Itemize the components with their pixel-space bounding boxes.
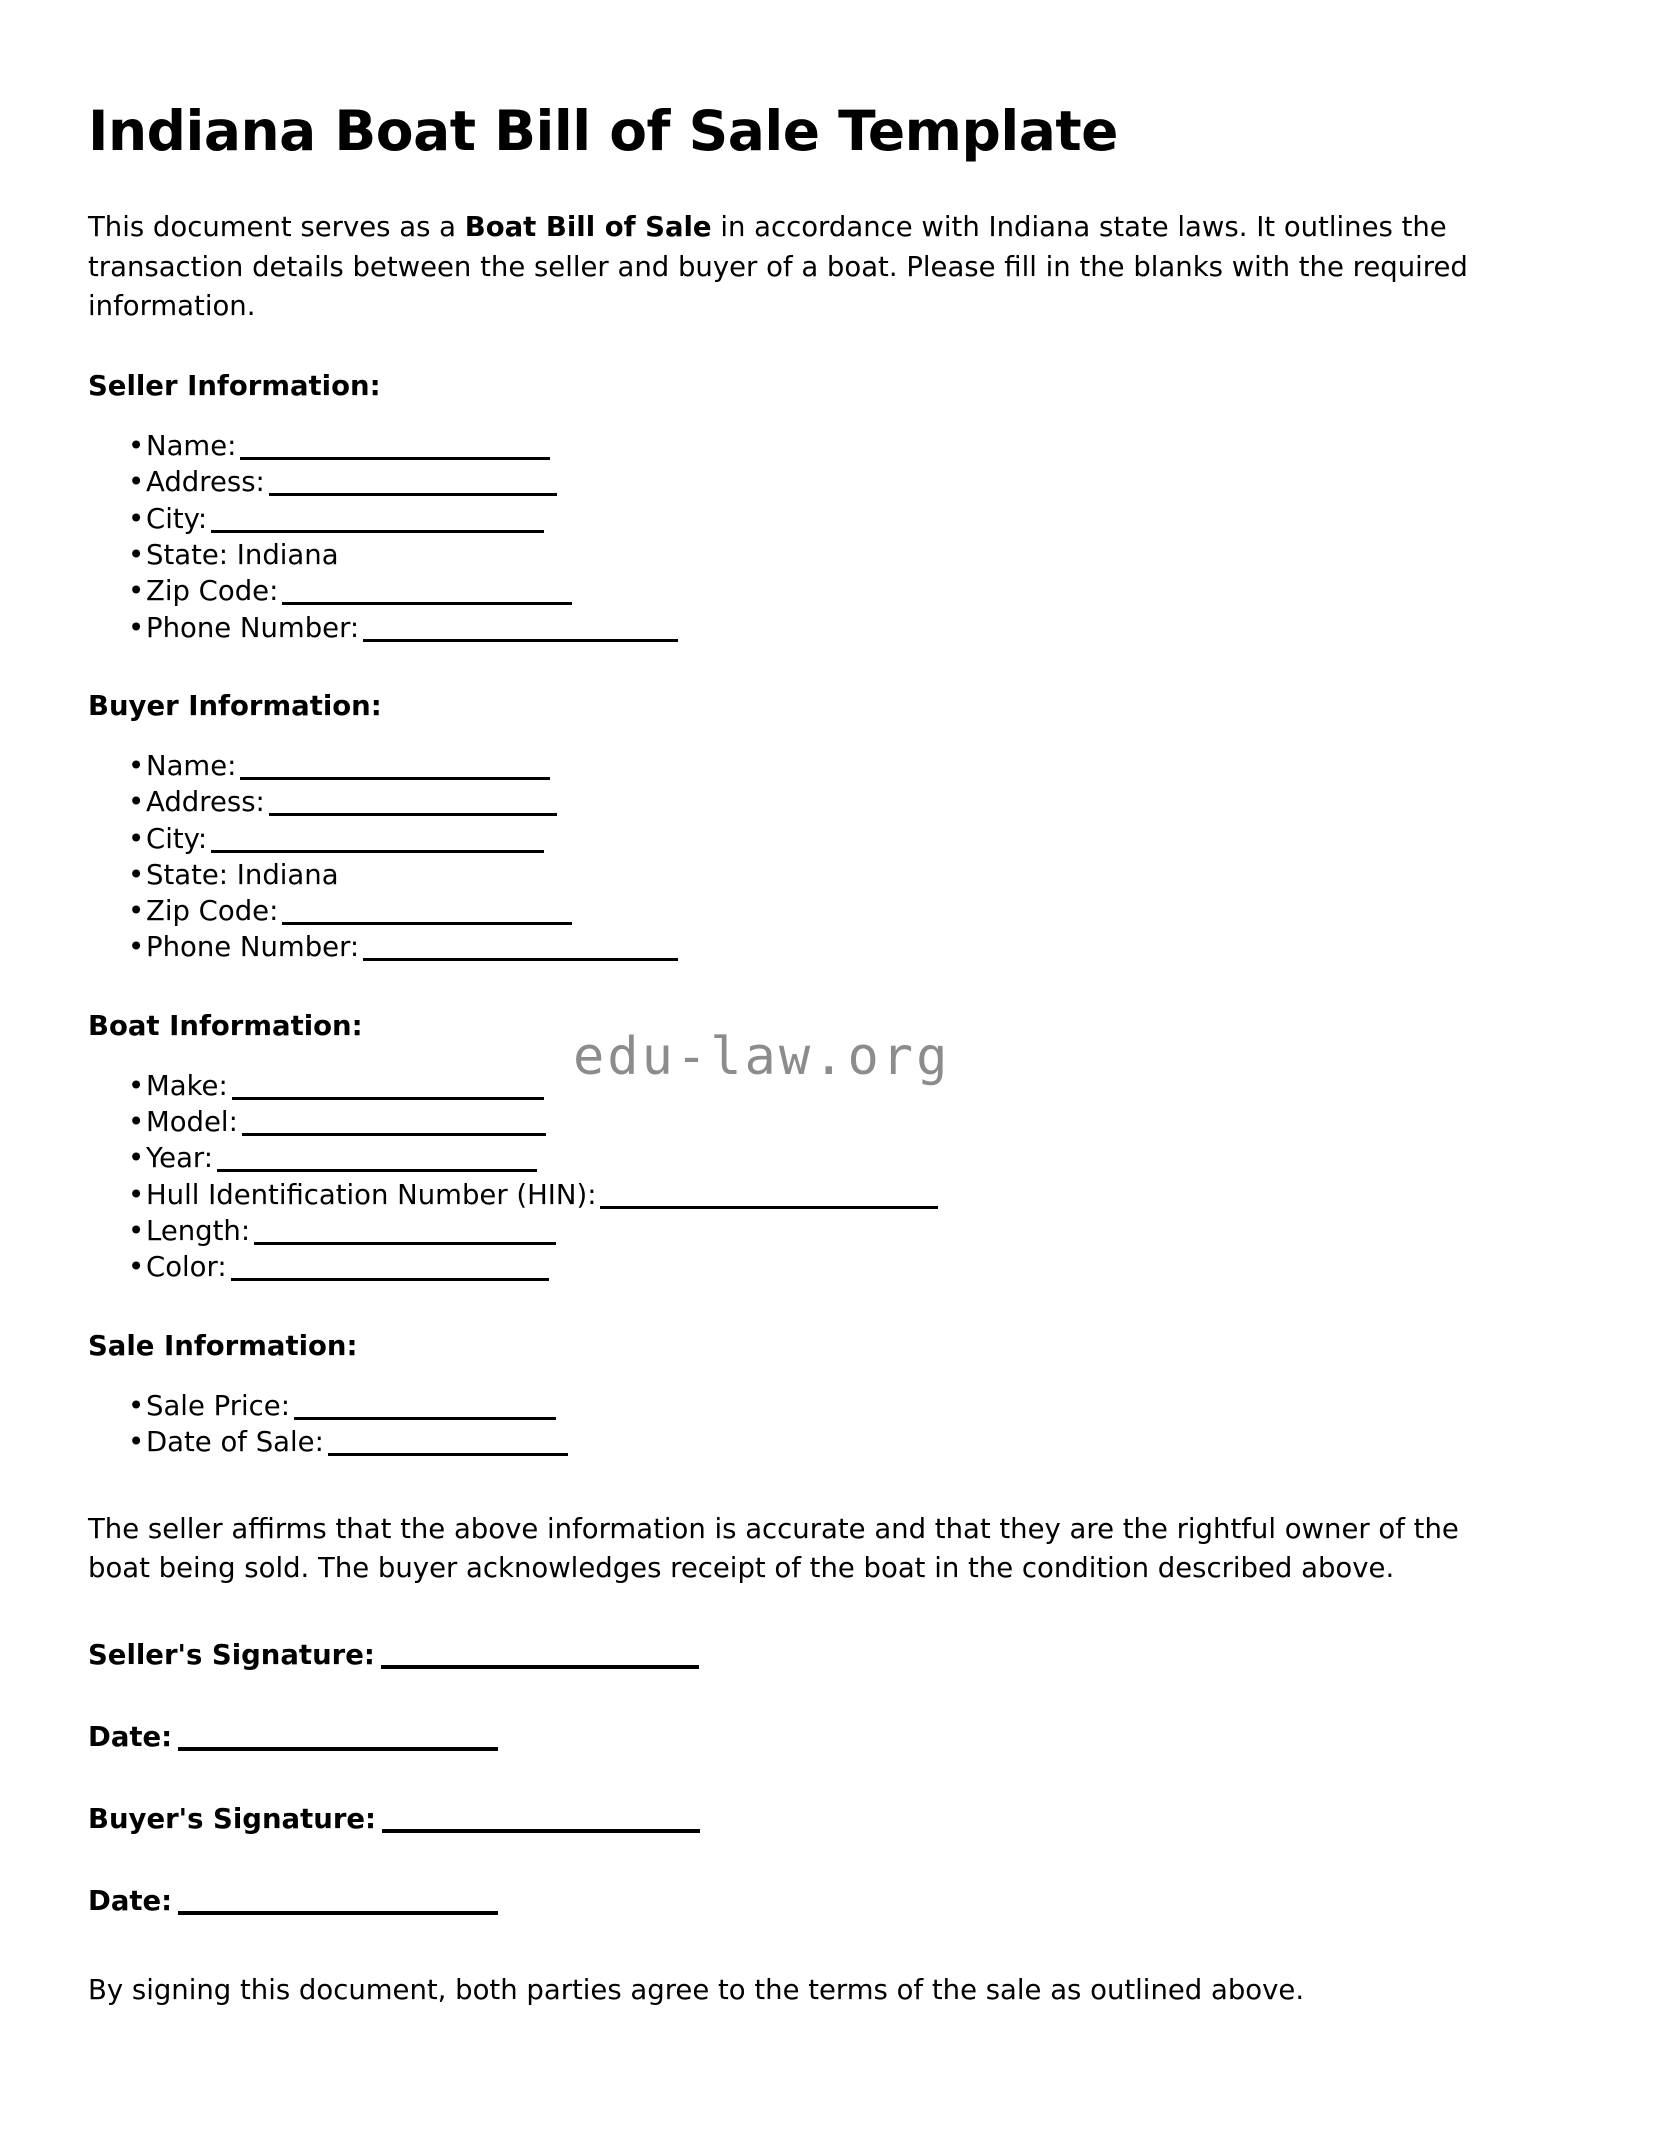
field-label: Model: bbox=[146, 1106, 238, 1139]
field-label-buyer-state: State: Indiana bbox=[146, 858, 339, 891]
list-item bbox=[88, 1249, 1498, 1285]
buyer-date-line bbox=[88, 1835, 1498, 1917]
fill-in-blank-seller-date[interactable] bbox=[178, 1729, 498, 1751]
bullet-icon: • bbox=[128, 858, 145, 891]
field-label-seller-state: State: Indiana bbox=[146, 539, 339, 572]
fill-in-blank-buyer-address[interactable] bbox=[269, 795, 557, 816]
list-item bbox=[88, 857, 1498, 893]
list-item bbox=[88, 821, 1498, 857]
bullet-icon: • bbox=[128, 430, 145, 463]
seller-field-list bbox=[88, 402, 1498, 646]
affirmation-paragraph: The seller affirms that the above information is accurate and that they are the rightful owner of the boat being sold. The buyer acknowledges receipt of the boat in the condition described above. bbox=[88, 1513, 1459, 1585]
buyer-field-list bbox=[88, 722, 1498, 966]
buyer-signature-label: Buyer's Signature: bbox=[88, 1802, 377, 1835]
document-content bbox=[88, 0, 1498, 2010]
fill-in-blank-boat-model[interactable] bbox=[242, 1115, 546, 1136]
intro-text-part2: in accordance with Indiana state laws. It outlines the transaction details between the seller and buyer of a boat. Please fill in the blanks with the required information. bbox=[88, 211, 1468, 322]
list-item bbox=[88, 893, 1498, 929]
bullet-icon: • bbox=[128, 1214, 145, 1247]
bullet-icon: • bbox=[128, 1389, 145, 1422]
field-label: City: bbox=[146, 502, 208, 535]
bullet-icon: • bbox=[128, 1106, 145, 1139]
field-label: Color: bbox=[146, 1251, 227, 1284]
field-label: Phone Number: bbox=[146, 611, 360, 644]
field-label: Sale Price: bbox=[146, 1389, 290, 1422]
fill-in-blank-buyer-phone[interactable] bbox=[363, 940, 678, 961]
list-item bbox=[88, 929, 1498, 965]
bullet-icon: • bbox=[128, 822, 145, 855]
bullet-icon: • bbox=[128, 1251, 145, 1284]
fill-in-blank-boat-year[interactable] bbox=[217, 1151, 537, 1172]
intro-paragraph bbox=[88, 163, 1488, 326]
field-label: Address: bbox=[146, 786, 265, 819]
bullet-icon: • bbox=[128, 895, 145, 928]
fill-in-blank-date-of-sale[interactable] bbox=[328, 1435, 568, 1456]
list-item bbox=[88, 464, 1498, 500]
list-item bbox=[88, 1068, 1498, 1104]
list-item bbox=[88, 501, 1498, 537]
list-item bbox=[88, 573, 1498, 609]
list-item bbox=[88, 1424, 1498, 1460]
field-label: Name: bbox=[146, 430, 237, 463]
bullet-icon: • bbox=[128, 502, 145, 535]
bullet-icon: • bbox=[128, 749, 145, 782]
list-item bbox=[88, 784, 1498, 820]
fill-in-blank-boat-color[interactable] bbox=[231, 1260, 549, 1281]
bullet-icon: • bbox=[128, 1069, 145, 1102]
fill-in-blank-seller-address[interactable] bbox=[269, 475, 557, 496]
list-item bbox=[88, 537, 1498, 573]
buyer-signature-line bbox=[88, 1753, 1498, 1835]
fill-in-blank-buyer-city[interactable] bbox=[211, 832, 544, 853]
bullet-icon: • bbox=[128, 786, 145, 819]
field-label: Year: bbox=[146, 1142, 214, 1175]
sale-field-list bbox=[88, 1362, 1498, 1461]
closing-paragraph: By signing this document, both parties agree to the terms of the sale as outlined above. bbox=[88, 1973, 1305, 2006]
section-heading-seller: Seller Information: bbox=[88, 370, 381, 403]
field-label: Make: bbox=[146, 1069, 228, 1102]
seller-date-line bbox=[88, 1671, 1498, 1753]
bullet-icon: • bbox=[128, 1425, 145, 1458]
boat-field-list bbox=[88, 1042, 1498, 1286]
fill-in-blank-buyer-name[interactable] bbox=[240, 759, 550, 780]
list-item bbox=[88, 1104, 1498, 1140]
list-item bbox=[88, 748, 1498, 784]
intro-text-part1: This document serves as a bbox=[88, 211, 465, 244]
list-item bbox=[88, 1140, 1498, 1176]
list-item bbox=[88, 610, 1498, 646]
seller-date-label: Date: bbox=[88, 1720, 173, 1753]
page-title: Indiana Boat Bill of Sale Template bbox=[88, 99, 1118, 163]
fill-in-blank-boat-length[interactable] bbox=[254, 1224, 556, 1245]
bullet-icon: • bbox=[128, 1142, 145, 1175]
fill-in-blank-seller-name[interactable] bbox=[240, 439, 550, 460]
list-item bbox=[88, 1213, 1498, 1249]
bullet-icon: • bbox=[128, 575, 145, 608]
fill-in-blank-boat-hin[interactable] bbox=[600, 1188, 938, 1209]
buyer-date-label: Date: bbox=[88, 1884, 173, 1917]
field-label: Length: bbox=[146, 1214, 251, 1247]
list-item bbox=[88, 428, 1498, 464]
seller-signature-line bbox=[88, 1589, 1498, 1671]
intro-emphasis: Boat Bill of Sale bbox=[464, 211, 712, 244]
field-label: Address: bbox=[146, 466, 265, 499]
fill-in-blank-buyer-signature[interactable] bbox=[382, 1811, 700, 1833]
bullet-icon: • bbox=[128, 931, 145, 964]
section-heading-buyer: Buyer Information: bbox=[88, 689, 382, 722]
fill-in-blank-boat-make[interactable] bbox=[232, 1079, 544, 1100]
field-label: City: bbox=[146, 822, 208, 855]
field-label: Hull Identification Number (HIN): bbox=[146, 1178, 597, 1211]
list-item bbox=[88, 1177, 1498, 1213]
seller-signature-label: Seller's Signature: bbox=[88, 1638, 375, 1671]
fill-in-blank-seller-phone[interactable] bbox=[363, 621, 678, 642]
fill-in-blank-seller-city[interactable] bbox=[211, 512, 544, 533]
bullet-icon: • bbox=[128, 466, 145, 499]
section-heading-boat: Boat Information: bbox=[88, 1009, 363, 1042]
list-item bbox=[88, 1388, 1498, 1424]
fill-in-blank-seller-signature[interactable] bbox=[381, 1647, 699, 1669]
field-label: Zip Code: bbox=[146, 895, 279, 928]
fill-in-blank-buyer-zip[interactable] bbox=[282, 904, 572, 925]
section-heading-sale: Sale Information: bbox=[88, 1329, 358, 1362]
field-label: Zip Code: bbox=[146, 575, 279, 608]
fill-in-blank-sale-price[interactable] bbox=[294, 1399, 556, 1420]
watermark-edu-law: edu-law.org bbox=[573, 1027, 951, 1087]
fill-in-blank-buyer-date[interactable] bbox=[178, 1893, 498, 1915]
bullet-icon: • bbox=[128, 1178, 145, 1211]
fill-in-blank-seller-zip[interactable] bbox=[282, 584, 572, 605]
bullet-icon: • bbox=[128, 539, 145, 572]
bullet-icon: • bbox=[128, 611, 145, 644]
field-label: Name: bbox=[146, 749, 237, 782]
field-label: Phone Number: bbox=[146, 931, 360, 964]
field-label: Date of Sale: bbox=[146, 1425, 324, 1458]
